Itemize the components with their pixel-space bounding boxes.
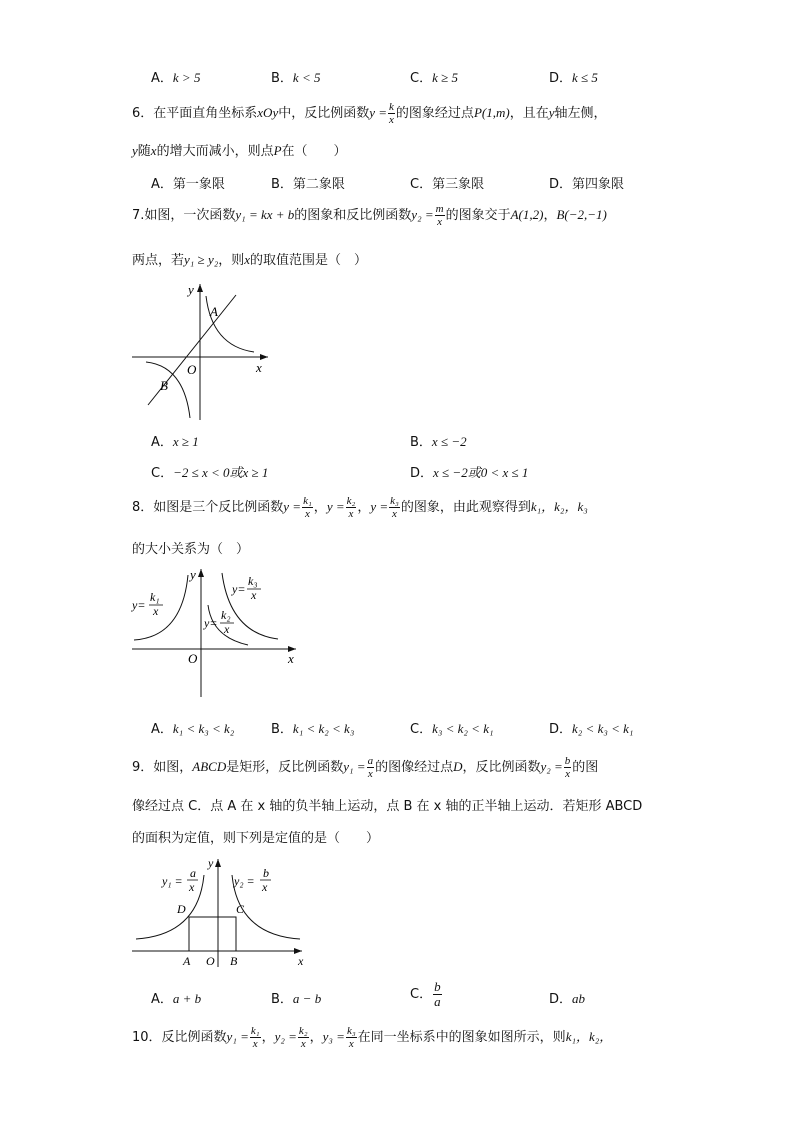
text: ， [313, 500, 327, 515]
numerator: a [367, 755, 374, 767]
option-letter: D． [549, 992, 573, 1007]
numerator: k₃ [346, 1025, 356, 1037]
fraction [346, 495, 357, 520]
q7-graph [128, 280, 278, 425]
numerator: b [564, 755, 571, 767]
math: y = [326, 499, 345, 514]
math: y₁ = [343, 759, 366, 774]
q7-option-c [151, 462, 268, 481]
fraction [388, 101, 395, 126]
fraction [435, 203, 445, 228]
curve-label-1-lhs: y₁ = [162, 874, 183, 888]
math: y [548, 105, 555, 120]
option-text: x ≤ −2 [431, 434, 467, 449]
curve-label-2-lhs: y= [204, 616, 218, 630]
option-letter: D． [549, 722, 573, 737]
text: 的图象，由此观察得到 [400, 500, 531, 515]
text: ， [543, 208, 557, 223]
fraction [433, 980, 442, 1009]
fraction [250, 1025, 261, 1050]
math: y₃ = [322, 1029, 345, 1044]
denominator: x [252, 1038, 258, 1050]
text: 10．反比例函数 [132, 1030, 227, 1045]
q5-option-a [151, 67, 200, 86]
option-letter: B． [271, 177, 293, 192]
q6-stem-line2 [132, 140, 347, 159]
q8-option-c [410, 718, 494, 737]
graph-label-d: D [177, 902, 186, 916]
q8-option-a [151, 718, 234, 737]
math: xOy [257, 105, 279, 120]
option-text: ab [572, 991, 586, 1006]
math: y₁ = [226, 1029, 249, 1044]
option-letter: D． [549, 177, 573, 192]
fraction [346, 1025, 357, 1050]
option-text: 第二象限 [292, 177, 345, 192]
option-letter: C． [410, 722, 433, 737]
option-letter: B． [271, 722, 293, 737]
math: D [453, 759, 463, 774]
option-text: 第四象限 [572, 177, 625, 192]
option-text: a − b [292, 991, 322, 1006]
curve-label-2-num: b [263, 866, 269, 880]
graph-label-y: y [188, 282, 194, 297]
text: ， [357, 500, 371, 515]
text: 的图像经过点 [375, 760, 454, 775]
numerator: k₂ [298, 1025, 308, 1037]
text: 8．如图是三个反比例函数 [132, 500, 284, 515]
text: 两点，若 [132, 253, 185, 268]
text: 的图 [572, 760, 599, 775]
numerator: k₂ [346, 495, 356, 507]
denominator: x [437, 216, 443, 228]
curve-label-3-num: k₃ [248, 574, 258, 588]
option-letter: B． [410, 435, 432, 450]
numerator: k [389, 101, 394, 113]
option-text: x ≤ −2或0 < x ≤ 1 [433, 465, 529, 480]
q8-stem-line1 [132, 494, 588, 521]
text: 在同一坐标系中的图象如图所示，则 [357, 1030, 566, 1045]
fraction [564, 755, 572, 780]
q9-option-b [271, 988, 321, 1007]
option-letter: A． [151, 435, 173, 450]
graph-label-a: A [183, 954, 191, 968]
math: ABCD [192, 759, 227, 774]
curve-label-2-den: x [224, 622, 230, 636]
q5-option-c [410, 67, 458, 86]
curve-label-1-lhs: y= [132, 598, 146, 612]
text: 的图象交于 [445, 208, 511, 223]
text: 的增大而减小，则点 [156, 144, 274, 159]
denominator: x [367, 768, 373, 780]
option-letter: D． [410, 466, 434, 481]
text: 中，反比例函数 [278, 106, 370, 121]
option-letter: A． [151, 71, 173, 86]
option-letter: C． [151, 466, 174, 481]
option-text: k ≤ 5 [572, 70, 598, 85]
graph-label-y: y [208, 856, 214, 870]
curve-label-2-den: x [262, 880, 268, 894]
option-letter: A． [151, 177, 173, 192]
numerator: b [434, 979, 441, 994]
text: 轴左侧， [554, 106, 607, 121]
math: A(1,2) [510, 207, 544, 222]
text: 9．如图， [132, 760, 193, 775]
curve-label-2-num: k₂ [221, 608, 231, 622]
option-letter: B． [271, 71, 293, 86]
text: 6．在平面直角坐标系 [132, 106, 258, 121]
denominator: a [434, 994, 441, 1009]
option-text: −2 ≤ x < 0或x ≥ 1 [173, 465, 269, 480]
q10-stem-line1 [132, 1024, 612, 1051]
option-letter: A． [151, 722, 173, 737]
option-text: k ≥ 5 [432, 70, 458, 85]
graph-label-b: B [230, 954, 238, 968]
text: 的图象经过点 [395, 106, 474, 121]
q7-stem-line2 [132, 249, 367, 268]
denominator: x [565, 768, 570, 780]
option-text: a + b [172, 991, 202, 1006]
math: y₂ = [540, 759, 563, 774]
text: 的取值范围是（ ） [250, 253, 368, 268]
curve-label-1-num: a [190, 866, 196, 880]
option-text: k > 5 [172, 70, 201, 85]
math: y₂ = [274, 1029, 297, 1044]
q5-option-b [271, 67, 320, 86]
q9-stem-line1 [132, 754, 598, 781]
math: y₁ ≥ y₂ [184, 252, 219, 267]
denominator: x [300, 1038, 306, 1050]
denominator: x [348, 1038, 354, 1050]
fraction [302, 495, 313, 520]
q7-option-b [410, 431, 467, 450]
option-text: 第三象限 [432, 177, 485, 192]
graph-label-o: O [206, 954, 215, 968]
graph-label-x: x [298, 954, 304, 968]
curve-label-1-den: x [189, 880, 195, 894]
denominator: x [304, 508, 310, 520]
numerator: m [435, 203, 444, 215]
q6-option-d [549, 173, 624, 192]
math: k₁，k₂， [565, 1029, 613, 1044]
option-text: 第一象限 [172, 177, 225, 192]
q5-option-d [549, 67, 598, 86]
curve-label-1-num: k₁ [150, 590, 160, 604]
text: 随 [137, 144, 151, 159]
math: k₁，k₂，k₃ [530, 499, 588, 514]
option-letter: A． [151, 992, 173, 1007]
curve-label-1-den: x [153, 604, 159, 618]
q9-graph [128, 855, 310, 970]
text: ，且在 [509, 106, 549, 121]
numerator: k₁ [250, 1025, 260, 1037]
q7-stem-line1 [132, 202, 607, 229]
fraction [389, 495, 400, 520]
q6-option-b [271, 173, 345, 192]
option-letter: C． [410, 987, 433, 1002]
graph-label-a: A [210, 304, 218, 319]
q8-option-b [271, 718, 354, 737]
option-text: x ≥ 1 [172, 434, 199, 449]
math: P [273, 143, 282, 158]
q6-option-c [410, 173, 484, 192]
q7-option-a [151, 431, 199, 450]
graph-label-o: O [188, 651, 198, 666]
option-text: k₁ < k₂ < k₃ [292, 721, 355, 736]
option-text: k₁ < k₃ < k₂ [172, 721, 235, 736]
graph-label-c: C [236, 902, 245, 916]
option-letter: C． [410, 71, 433, 86]
graph-label-x: x [288, 651, 294, 666]
denominator: x [392, 508, 397, 520]
curve-label-3-lhs: y= [232, 582, 246, 596]
curve-label-2-lhs: y₂ = [234, 874, 255, 888]
q8-graph [128, 565, 308, 700]
q9-option-a [151, 988, 201, 1007]
q6-option-a [151, 173, 225, 192]
text: ，则 [218, 253, 245, 268]
q9-stem-line2: 像经过点 C．点 A 在 x 轴的负半轴上运动，点 B 在 x 轴的正半轴上运动．若矩形 ABCD [132, 799, 643, 814]
q9-option-d [549, 988, 585, 1007]
math: y [132, 143, 138, 158]
math: y = [283, 499, 302, 514]
fraction [367, 755, 375, 780]
numerator: k₃ [390, 495, 399, 507]
option-letter: B． [271, 992, 293, 1007]
graph-label-b: B [160, 378, 168, 393]
text: ， [261, 1030, 275, 1045]
text: 是矩形，反比例函数 [226, 760, 344, 775]
text: 7.如图，一次函数 [132, 208, 236, 223]
q8-option-d [549, 718, 633, 737]
denominator: x [348, 508, 354, 520]
denominator: x [389, 114, 394, 126]
text: 的图象和反比例函数 [294, 208, 412, 223]
fraction [298, 1025, 309, 1050]
option-text: k < 5 [292, 70, 321, 85]
text: 在（ ） [281, 144, 347, 159]
math: y₂ = [411, 207, 434, 222]
curve-label-3-den: x [251, 588, 257, 602]
math: x [244, 252, 251, 267]
math: y = [370, 499, 389, 514]
q9-stem-line3: 的面积为定值，则下列是定值的是（ ） [132, 831, 380, 846]
numerator: k₁ [303, 495, 312, 507]
math: y₁ = kx + b [235, 207, 295, 222]
option-text: k₂ < k₃ < k₁ [572, 721, 634, 736]
option-letter: D． [549, 71, 573, 86]
math: y = [369, 105, 388, 120]
option-text: k₃ < k₂ < k₁ [432, 721, 494, 736]
graph-label-o: O [187, 362, 197, 377]
text: ，反比例函数 [462, 760, 541, 775]
q9-option-c [410, 980, 443, 1010]
math: P(1,m) [473, 105, 510, 120]
q7-option-d [410, 462, 528, 481]
option-letter: C． [410, 177, 433, 192]
graph-label-y: y [190, 567, 196, 582]
text: ， [309, 1030, 323, 1045]
math: B(−2,−1) [556, 207, 607, 222]
graph-label-x: x [256, 360, 262, 375]
q8-stem-line2: 的大小关系为（ ） [132, 542, 250, 557]
math: x [150, 143, 157, 158]
q6-stem-line1 [132, 100, 607, 127]
